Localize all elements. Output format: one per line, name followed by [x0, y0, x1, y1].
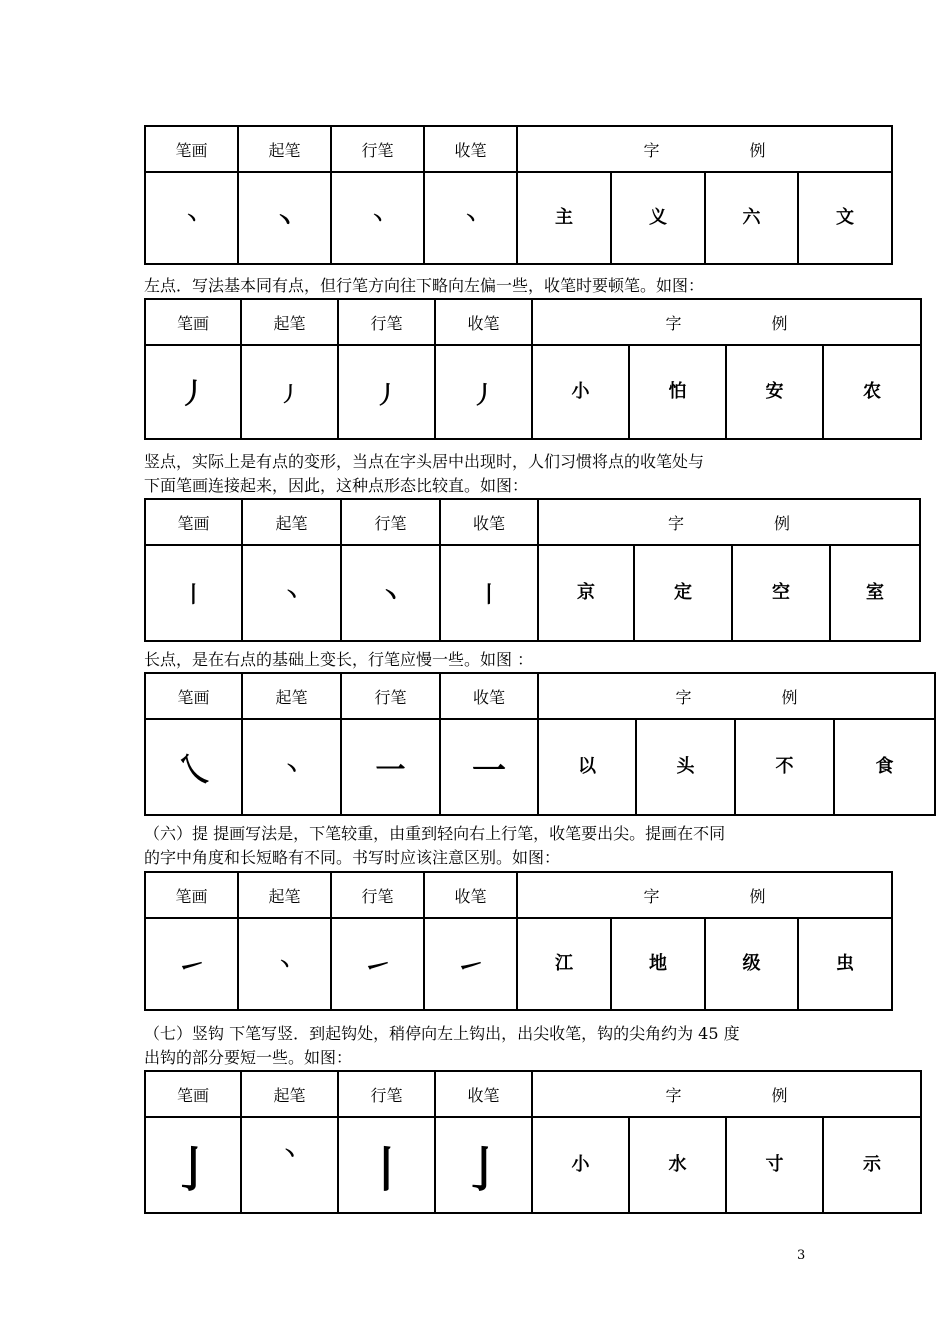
end-cell: 丿 [435, 345, 532, 439]
stroke-table-3 [144, 498, 921, 642]
example-char: 小 [532, 1117, 629, 1213]
header-start: 起笔 [241, 1071, 338, 1117]
paragraph-rising-2: 的字中角度和长短略有不同。书写时应该注意区别。如图： [144, 848, 561, 867]
header-end: 收笔 [424, 872, 517, 918]
header-examples-a: 字 [643, 886, 660, 906]
stroke-table-2 [144, 298, 922, 440]
header-examples-b: 例 [774, 513, 791, 533]
end-cell: 丨 [440, 545, 538, 641]
header-stroke: 笔画 [145, 872, 238, 918]
header-start: 起笔 [238, 872, 331, 918]
example-char: 寸 [726, 1117, 823, 1213]
example-char: 义 [611, 172, 705, 264]
stroke-cell: 乀 [145, 719, 242, 815]
paragraph-vertical-dot-2: 下面笔画连接起来，因此，这种点形态比较直。如图： [144, 476, 529, 495]
example-char: 六 [705, 172, 798, 264]
example-char: 不 [735, 719, 834, 815]
header-examples [517, 126, 892, 172]
example-char: 文 [798, 172, 892, 264]
start-cell: 丶 [242, 719, 341, 815]
stroke-table-4 [144, 672, 936, 816]
move-cell: 一 [341, 719, 440, 815]
header-examples-a: 字 [665, 313, 682, 333]
example-char: 主 [517, 172, 611, 264]
example-char: 江 [517, 918, 611, 1010]
header-examples-a: 字 [668, 513, 685, 533]
example-char: 京 [538, 545, 634, 641]
stroke-cell: 亅 [145, 1117, 241, 1213]
end-cell: 亅 [435, 1117, 532, 1213]
header-end: 收笔 [440, 499, 538, 545]
start-cell: 丶 [238, 918, 331, 1010]
header-start: 起笔 [241, 299, 338, 345]
header-end: 收笔 [424, 126, 517, 172]
header-move: 行笔 [338, 299, 435, 345]
paragraph-long-dot: 长点，是在右点的基础上变长，行笔应慢一些。如图 ： [144, 650, 534, 669]
stroke-cell: 丿 [145, 345, 241, 439]
example-char: 地 [611, 918, 705, 1010]
start-cell: 丶 [242, 545, 341, 641]
header-examples-a: 字 [665, 1085, 682, 1105]
stroke-table-1 [144, 125, 893, 265]
start-cell: 丶 [241, 1117, 338, 1213]
example-char: 虫 [798, 918, 892, 1010]
header-examples [532, 299, 921, 345]
end-cell: 丶 [424, 172, 517, 264]
page-number: 3 [797, 1248, 806, 1263]
header-start: 起笔 [242, 673, 341, 719]
header-examples [517, 872, 892, 918]
end-cell: ㇀ [424, 918, 517, 1010]
header-stroke: 笔画 [145, 499, 242, 545]
header-start: 起笔 [242, 499, 341, 545]
header-examples-b: 例 [749, 886, 766, 906]
header-move: 行笔 [341, 673, 440, 719]
stroke-cell: 丨 [145, 545, 242, 641]
header-stroke: 笔画 [145, 673, 242, 719]
header-examples-b: 例 [781, 687, 798, 707]
header-stroke: 笔画 [145, 1071, 241, 1117]
example-char: 空 [732, 545, 830, 641]
example-char: 水 [629, 1117, 726, 1213]
header-stroke: 笔画 [145, 299, 241, 345]
example-char: 级 [705, 918, 798, 1010]
header-end: 收笔 [435, 299, 532, 345]
example-char: 以 [538, 719, 636, 815]
header-start: 起笔 [238, 126, 331, 172]
paragraph-left-dot: 左点．写法基本同有点，但行笔方向往下略向左偏一些，收笔时要顿笔。如图： [144, 276, 705, 295]
paragraph-hook-2: 出钩的部分要短一些。如图： [144, 1048, 353, 1067]
header-examples-a: 字 [675, 687, 692, 707]
stroke-table-6 [144, 1070, 922, 1214]
example-char: 农 [823, 345, 921, 439]
stroke-cell: 丶 [145, 172, 238, 264]
header-move: 行笔 [341, 499, 440, 545]
move-cell: 丨 [338, 1117, 435, 1213]
header-examples [538, 499, 920, 545]
move-cell: ㇀ [331, 918, 424, 1010]
stroke-table-5 [144, 871, 893, 1011]
header-examples-b: 例 [771, 313, 788, 333]
start-cell: 丶 [238, 172, 331, 264]
paragraph-rising-1: （六）提 提画写法是，下笔较重，由重到轻向右上行笔，收笔要出尖。提画在不同 [144, 824, 726, 843]
start-cell: 丿 [241, 345, 338, 439]
example-char: 小 [532, 345, 629, 439]
move-cell: 丿 [338, 345, 435, 439]
paragraph-vertical-dot-1: 竖点，实际上是有点的变形，当点在字头居中出现时，人们习惯将点的收笔处与 [144, 452, 705, 471]
stroke-cell: ㇀ [145, 918, 238, 1010]
header-examples [538, 673, 935, 719]
header-examples-b: 例 [771, 1085, 788, 1105]
header-move: 行笔 [331, 126, 424, 172]
header-examples-b: 例 [749, 140, 766, 160]
example-char: 示 [823, 1117, 921, 1213]
move-cell: 丶 [341, 545, 440, 641]
header-examples [532, 1071, 921, 1117]
paragraph-hook-1: （七）竖钩 下笔写竖．到起钩处，稍停向左上钩出，出尖收笔，钩的尖角约为 45 度 [144, 1024, 740, 1043]
example-char: 食 [834, 719, 935, 815]
example-char: 室 [830, 545, 920, 641]
header-end: 收笔 [440, 673, 538, 719]
example-char: 头 [636, 719, 735, 815]
header-examples-a: 字 [643, 140, 660, 160]
move-cell: 丶 [331, 172, 424, 264]
header-move: 行笔 [338, 1071, 435, 1117]
example-char: 安 [726, 345, 823, 439]
header-move: 行笔 [331, 872, 424, 918]
example-char: 定 [634, 545, 732, 641]
example-char: 怕 [629, 345, 726, 439]
header-end: 收笔 [435, 1071, 532, 1117]
end-cell: 一 [440, 719, 538, 815]
header-stroke: 笔画 [145, 126, 238, 172]
